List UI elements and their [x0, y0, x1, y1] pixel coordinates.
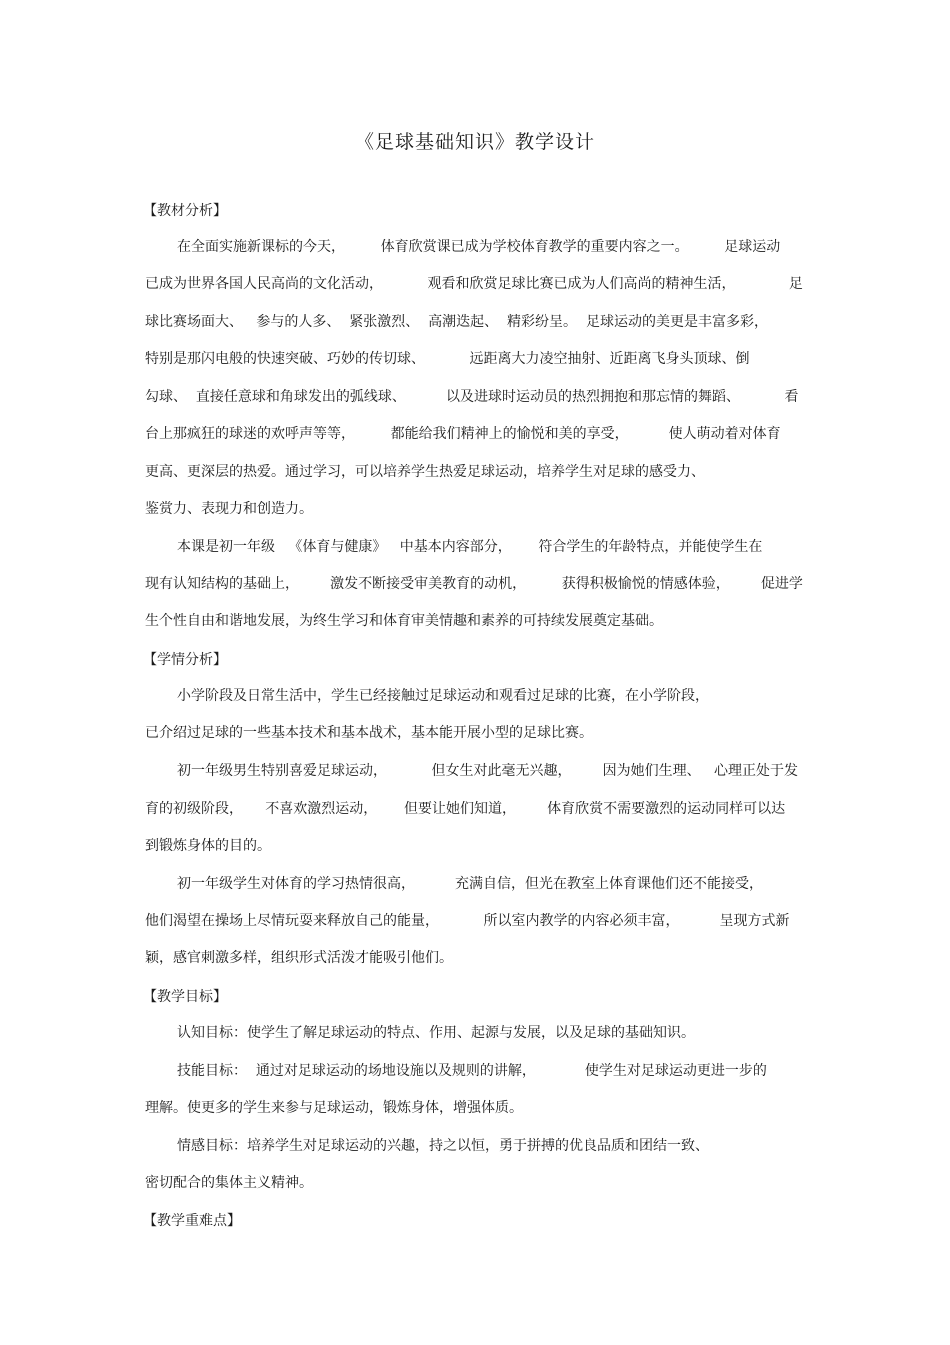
paragraph-line: 球比赛场面大、 参与的人多、 紧张激烈、 高潮迭起、 精彩纷呈。 足球运动的美更是丰富多彩，: [145, 314, 768, 330]
paragraph-line: 小学阶段及日常生活中，学生已经接触过足球运动和观看过足球的比赛，在小学阶段，: [177, 688, 709, 704]
paragraph-line: 勾球、 直接任意球和角球发出的弧线球、 以及进球时运动员的热烈拥抱和那忘情的舞蹈、 看: [145, 389, 799, 405]
paragraph-line: 台上那疯狂的球迷的欢呼声等等， 都能给我们精神上的愉悦和美的享受， 使人萌动着对体育: [145, 426, 781, 442]
paragraph-line: 生个性自由和谐地发展，为终生学习和体育审美情趣和素养的可持续发展奠定基础。: [145, 613, 663, 629]
paragraph-line: 认知目标：使学生了解足球运动的特点、作用、起源与发展，以及足球的基础知识。: [177, 1025, 695, 1041]
paragraph-line: 特别是那闪电般的快速突破、巧妙的传切球、 远距离大力凌空抽射、近距离飞身头顶球、倒: [145, 351, 750, 367]
paragraph-line: 颖，感官刺激多样，组织形式活泼才能吸引他们。: [145, 950, 453, 966]
paragraph-line: 他们渴望在操场上尽情玩耍来释放自己的能量， 所以室内教学的内容必须丰富， 呈现方式新: [145, 913, 790, 929]
section-heading-key-difficult-points: 【教学重难点】: [143, 1213, 241, 1229]
paragraph-line: 技能目标： 通过对足球运动的场地设施以及规则的讲解， 使学生对足球运动更进一步的: [177, 1063, 767, 1079]
paragraph-line: 现有认知结构的基础上， 激发不断接受审美教育的动机， 获得积极愉悦的情感体验， 促进学: [145, 576, 803, 592]
paragraph-line: 已成为世界各国人民高尚的文化活动， 观看和欣赏足球比赛已成为人们高尚的精神生活， 足: [145, 276, 803, 292]
paragraph-line: 初一年级男生特别喜爱足球运动， 但女生对此毫无兴趣， 因为她们生理、 心理正处于发: [177, 763, 799, 779]
section-heading-learner-analysis: 【学情分析】: [143, 652, 227, 668]
paragraph-line: 密切配合的集体主义精神。: [145, 1175, 313, 1191]
document-title: 《足球基础知识》教学设计: [354, 131, 595, 153]
paragraph-line: 已介绍过足球的一些基本技术和基本战术，基本能开展小型的足球比赛。: [145, 725, 593, 741]
paragraph-line: 在全面实施新课标的今天， 体育欣赏课已成为学校体育教学的重要内容之一。 足球运动: [177, 239, 781, 255]
section-heading-teaching-goals: 【教学目标】: [143, 989, 227, 1005]
paragraph-line: 到锻炼身体的目的。: [145, 838, 271, 854]
paragraph-line: 育的初级阶段， 不喜欢激烈运动， 但要让她们知道， 体育欣赏不需要激烈的运动同样可以达: [145, 801, 786, 817]
paragraph-line: 鉴赏力、表现力和创造力。: [145, 501, 313, 517]
paragraph-line: 更高、更深层的热爱。通过学习，可以培养学生热爱足球运动，培养学生对足球的感受力、: [145, 464, 705, 480]
paragraph-line: 情感目标：培养学生对足球运动的兴趣，持之以恒，勇于拼搏的优良品质和团结一致、: [177, 1138, 709, 1154]
paragraph-line: 初一年级学生对体育的学习热情很高， 充满自信，但光在教室上体育课他们还不能接受，: [177, 876, 764, 892]
paragraph-line: 本课是初一年级 《体育与健康》 中基本内容部分， 符合学生的年龄特点，并能使学生在: [177, 539, 763, 555]
paragraph-line: 理解。使更多的学生来参与足球运动，锻炼身体，增强体质。: [145, 1100, 523, 1116]
section-heading-textbook-analysis: 【教材分析】: [143, 203, 227, 219]
